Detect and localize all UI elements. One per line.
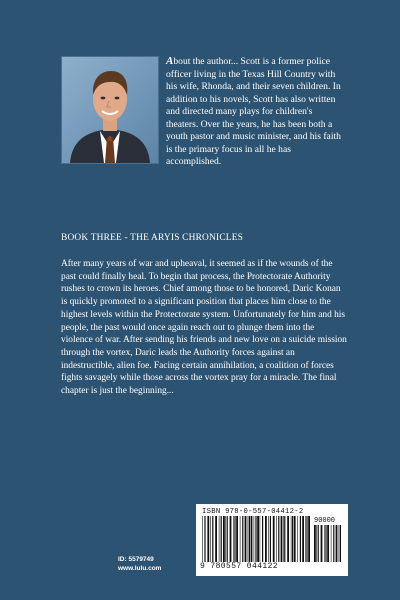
barcode-bar — [336, 525, 338, 562]
barcode-bar — [223, 516, 225, 562]
barcode-bar — [281, 516, 283, 562]
publisher-id: ID: 5579749 — [118, 556, 154, 563]
barcode-bar — [234, 516, 235, 562]
barcode-bar — [268, 516, 269, 562]
barcode-bar — [210, 516, 211, 562]
author-bio-text: bout the author... Scott is a former police officer living in the Texas Hill Country with his wife, Rhonda, and their seven children. In addition to his novels, Scott has also written and directed many plays for children's theaters. Over the years, he has been both a youth pastor and music minister, and his faith is the primary focus in all he has accomplished. — [166, 56, 341, 167]
publisher-info — [118, 555, 161, 573]
barcode-bar — [245, 516, 247, 562]
barcode-bar — [325, 525, 326, 562]
barcode-bar — [276, 516, 277, 562]
barcode-bar — [333, 525, 334, 562]
barcode-bar — [221, 516, 222, 562]
barcode-bar — [248, 516, 249, 562]
barcode-bar — [318, 525, 319, 562]
barcode-bar — [278, 516, 279, 562]
barcode-bar — [215, 516, 217, 562]
barcode-bar — [327, 525, 329, 562]
barcode-bar — [233, 516, 234, 562]
barcode-bar — [283, 516, 284, 562]
barcode-bar — [219, 516, 220, 562]
barcode-bars — [202, 516, 310, 562]
publisher-url[interactable]: www.lulu.com — [118, 565, 162, 572]
barcode-bar — [240, 516, 241, 562]
barcode-bar — [308, 516, 310, 562]
barcode-bar — [204, 516, 205, 562]
barcode-digits: 9 780557 044122 — [200, 562, 279, 571]
price-code: 90000 — [314, 517, 336, 525]
book-synopsis: After many years of war and upheaval, it seemed as if the wounds of the past could finally heal. To begin that process, the Protectorate Authority rushes to crown its heroes. Chief among those to be honored, Daric Konan is quickly promoted to a significant position that places him close to the highest levels within the Protectorate system. Unfortunately for him and his people, the past would once again reach out to plunge them into the violence of war. After sending his friends and new love on a suicide mission through the vortex, Daric leads the Authority forces against an indestructible, alien foe. Facing certain annihilation, a coalition of forces fights savagely while those across the vortex pray for a miracle. The final chapter is just the beginning... — [61, 259, 347, 397]
barcode-bar — [321, 525, 323, 562]
barcode-bar — [207, 516, 209, 562]
isbn-label: ISBN 978-0-557-04412-2 — [202, 508, 304, 516]
barcode-addon-bars — [314, 525, 342, 562]
barcode-bar — [340, 525, 341, 562]
barcode-bar — [202, 516, 203, 562]
barcode-bar — [249, 516, 250, 562]
barcode-bar — [339, 525, 340, 562]
barcode-bar — [300, 516, 301, 562]
barcode-bar — [227, 516, 228, 562]
barcode-bar — [297, 516, 298, 562]
barcode-bar — [257, 516, 259, 562]
barcode-bar — [331, 525, 332, 562]
barcode-bar — [262, 516, 263, 562]
barcode-bar — [305, 516, 306, 562]
barcode-bar — [306, 516, 307, 562]
barcode-bar — [225, 516, 226, 562]
barcode-bar — [273, 516, 275, 562]
author-portrait-image — [62, 57, 158, 163]
barcode-bar — [291, 516, 292, 562]
barcode-bar — [287, 516, 289, 562]
author-bio — [166, 55, 344, 169]
barcode-bar — [230, 516, 232, 562]
author-bio-dropcap: A — [166, 55, 174, 67]
barcode-bar — [314, 525, 316, 562]
series-title: BOOK THREE - THE ARYIS CHRONICLES — [61, 233, 244, 243]
barcode-bar — [251, 516, 253, 562]
barcode-bar — [255, 516, 256, 562]
barcode-bar — [294, 516, 296, 562]
barcode-bar — [324, 525, 325, 562]
barcode-bar — [242, 516, 243, 562]
barcode-bar — [260, 516, 261, 562]
barcode-bar — [254, 516, 255, 562]
barcode-bar — [316, 525, 317, 562]
barcode-bar — [212, 516, 213, 562]
barcode-bar — [265, 516, 267, 562]
barcode-block — [196, 504, 348, 576]
barcode-bar — [292, 516, 293, 562]
barcode-bar — [270, 516, 271, 562]
barcode-bar — [236, 516, 238, 562]
barcode-bar — [284, 516, 285, 562]
author-photo — [61, 56, 159, 164]
barcode-bar — [302, 516, 304, 562]
